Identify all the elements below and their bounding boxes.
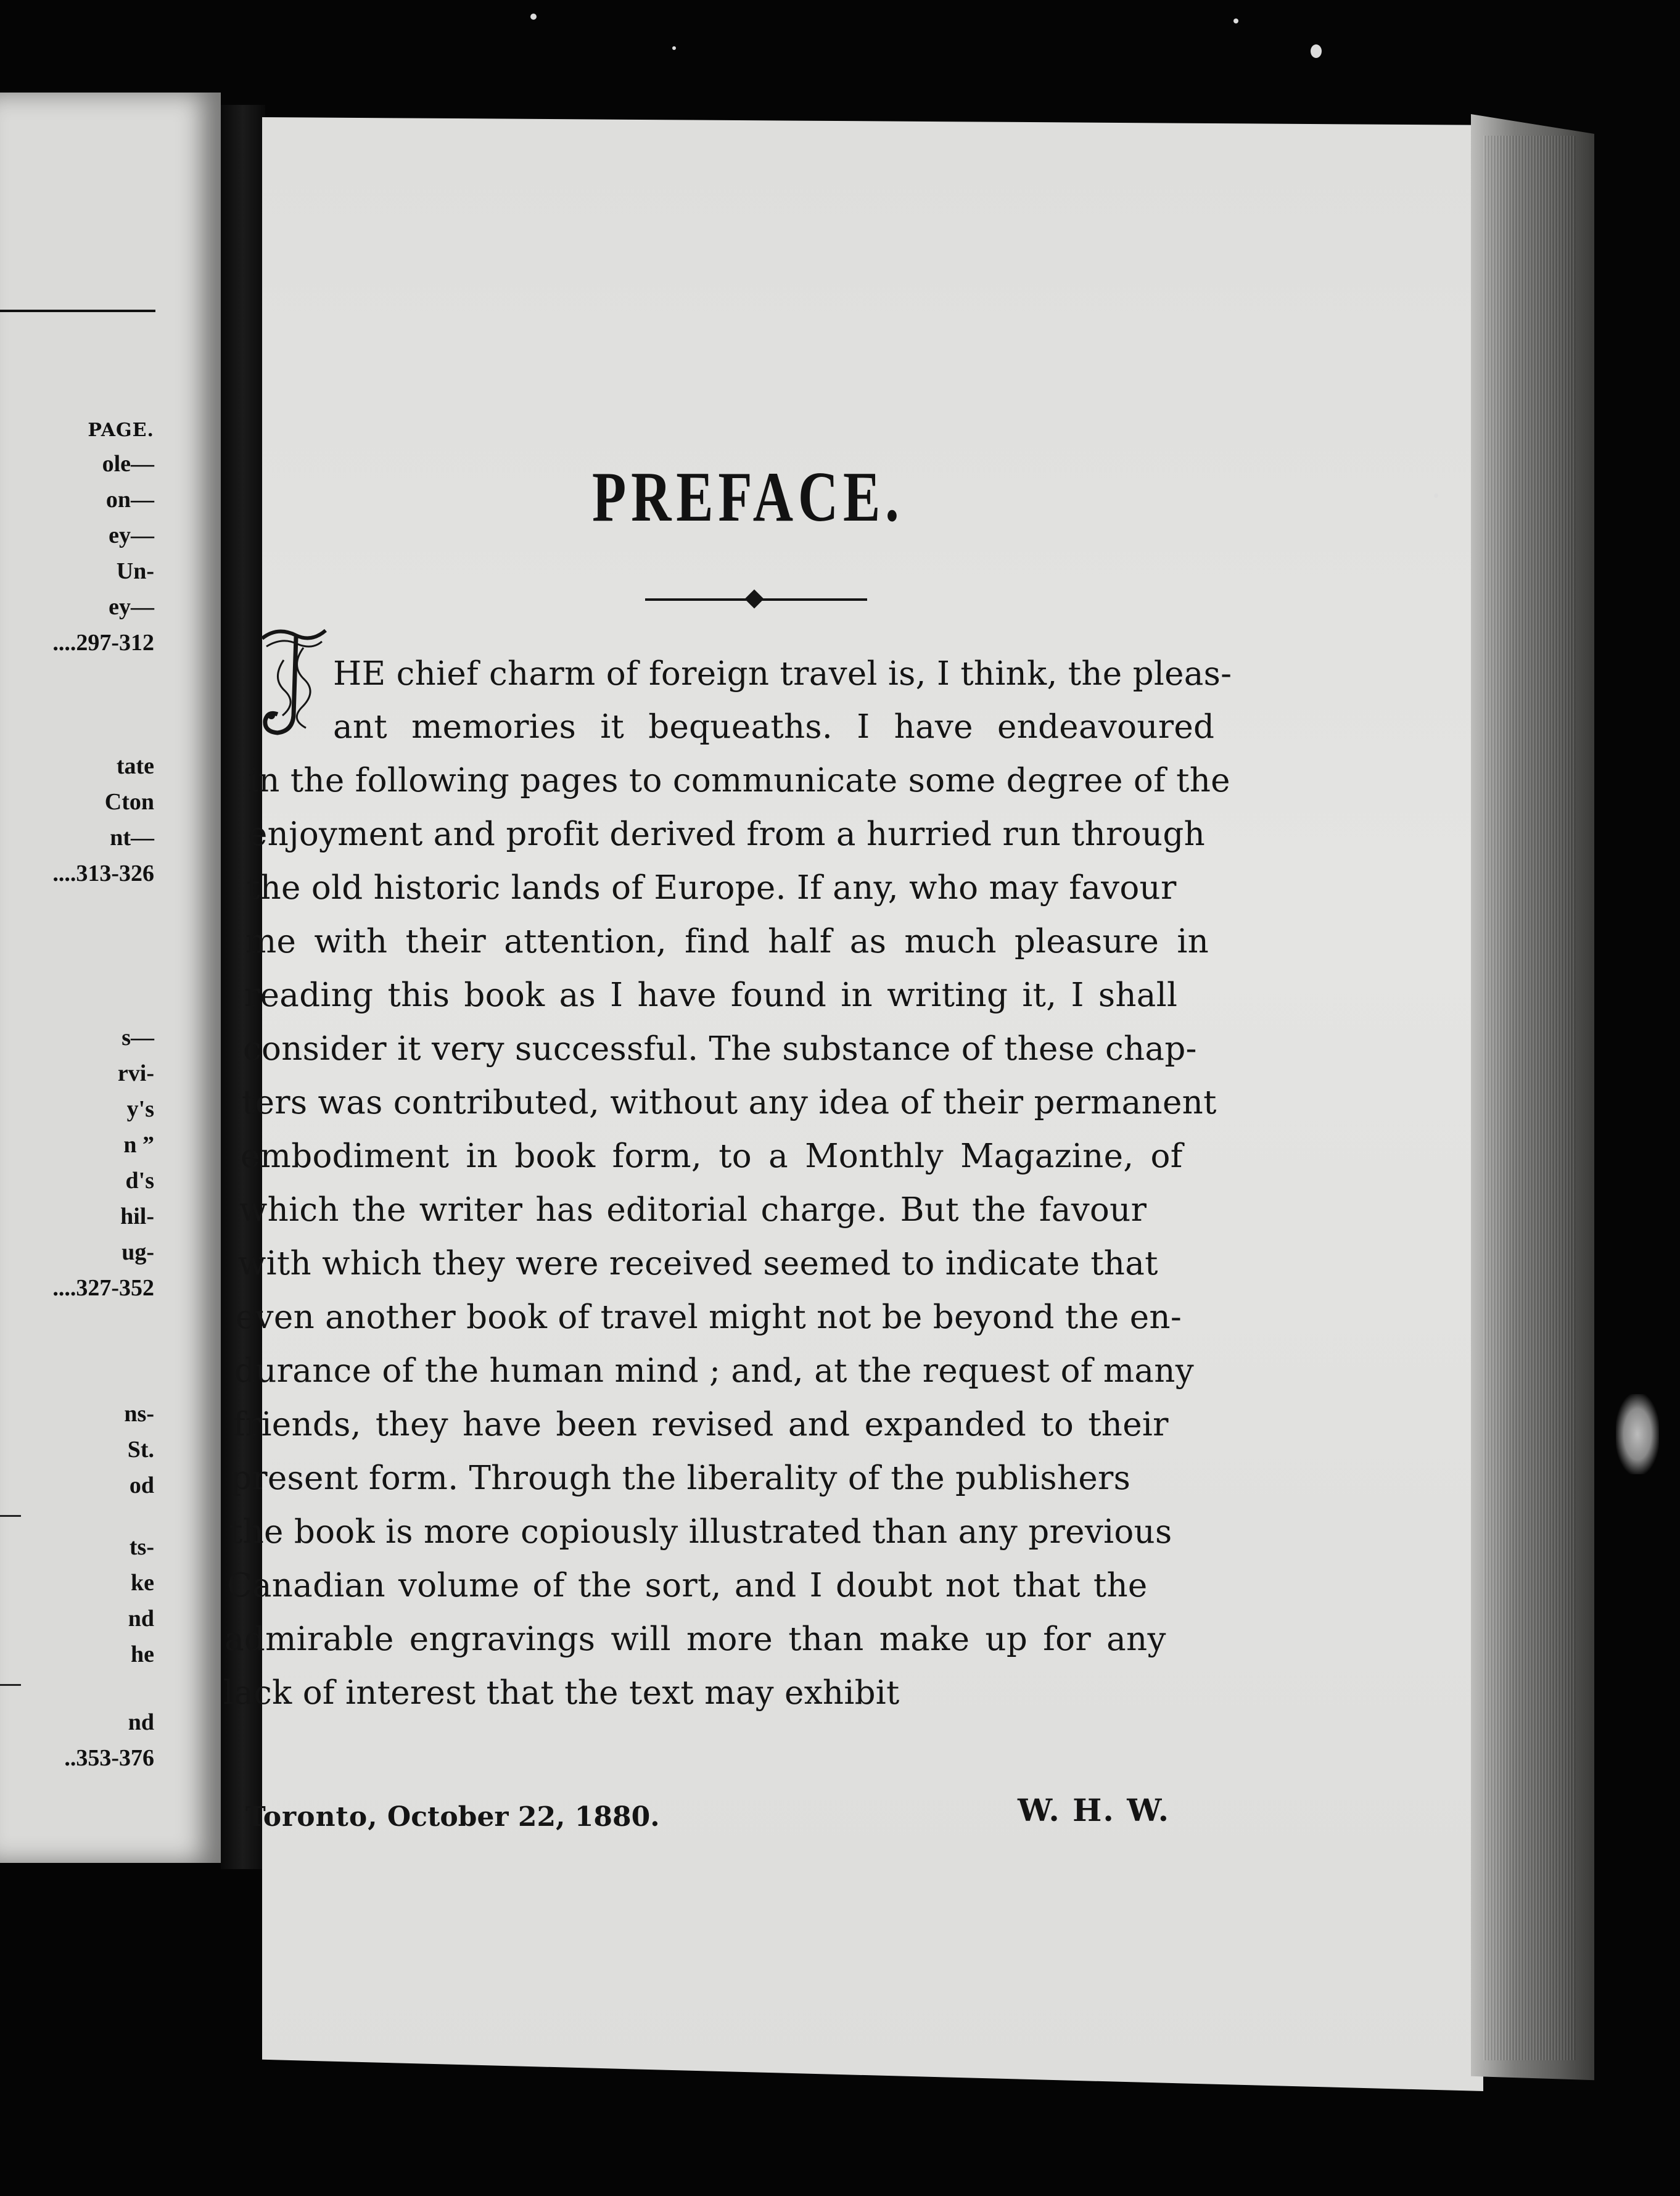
contents-fragment: nd: [128, 1606, 154, 1632]
scan-speck: [672, 46, 676, 50]
contents-fragment: St.: [127, 1437, 154, 1463]
contents-page-range: ....327-352: [52, 1275, 154, 1301]
drop-cap-ornament-icon: [253, 623, 333, 740]
body-text-line: durance of the human mind ; and, at the request of many: [234, 1352, 1194, 1390]
date-text: October 22, 1880.: [377, 1801, 660, 1833]
body-text-line: friends, they have been revised and expanded to their: [233, 1406, 1169, 1443]
body-text-line: HE chief charm of foreign travel is, I think, the pleas-: [333, 655, 1232, 693]
previous-page: [0, 93, 221, 1863]
contents-fragment: ug-: [121, 1239, 154, 1265]
place-name: Toronto,: [245, 1801, 378, 1833]
body-text-line: enjoyment and profit derived from a hurried run through: [248, 815, 1205, 853]
contents-fragment: Cton: [104, 789, 154, 815]
body-text-line: which the writer has editorial charge. But the favour: [239, 1191, 1147, 1229]
body-text-line: consider it very successful. The substance of these chap-: [243, 1030, 1197, 1068]
contents-divider: [0, 1515, 21, 1517]
body-text-line: reading this book as I have found in writing it, I shall: [244, 976, 1178, 1014]
contents-divider: [0, 1684, 21, 1686]
contents-fragment: ke: [131, 1570, 154, 1596]
body-text-line: lack of interest that the text may exhibit: [223, 1674, 900, 1712]
body-text-line: present form. Through the liberality of the publishers: [231, 1459, 1131, 1497]
contents-fragment: rvi-: [117, 1060, 154, 1086]
body-text-line: Canadian volume of the sort, and I doubt not that the: [227, 1567, 1148, 1604]
page-block-texture: [1483, 136, 1576, 2060]
contents-fragment: ole—: [102, 451, 154, 477]
contents-fragment: tate: [116, 753, 154, 779]
page-title: PREFACE.: [592, 458, 904, 537]
body-text-line: me with their attention, find half as much pleasure in: [245, 923, 1209, 960]
body-text-line: the old historic lands of Europe. If any, who may favour: [247, 869, 1177, 907]
body-text-line: embodiment in book form, to a Monthly Magazine, of: [241, 1137, 1183, 1175]
scan-speck: [1311, 44, 1322, 58]
body-text-line: with which they were received seemed to indicate that: [238, 1245, 1158, 1282]
body-text-line: in the following pages to communicate some degree of the: [248, 762, 1230, 799]
body-text-line: admirable engravings will more than make up for any: [224, 1620, 1166, 1658]
contents-page-range: ....297-312: [52, 630, 154, 656]
scan-speck: [530, 14, 537, 20]
contents-fragment: Un-: [116, 558, 154, 584]
contents-fragment: d's: [125, 1168, 154, 1194]
contents-fragment: ns-: [124, 1401, 154, 1427]
scan-blot: [1616, 1394, 1659, 1474]
contents-fragment: od: [129, 1472, 154, 1498]
body-text-line: ters was contributed, without any idea of their permanent: [242, 1084, 1217, 1121]
contents-fragment: hil-: [120, 1203, 154, 1229]
contents-fragment: ts-: [129, 1534, 154, 1560]
contents-fragment: nd: [128, 1709, 154, 1735]
contents-page-range: ....313-326: [52, 861, 154, 886]
contents-fragment: s—: [121, 1025, 154, 1051]
page-column-heading: PAGE.: [88, 419, 154, 441]
contents-fragment: ey—: [109, 522, 154, 548]
author-initials: W. H. W.: [1018, 1792, 1171, 1828]
body-text-line: ant memories it bequeaths. I have endeavoured: [333, 708, 1215, 746]
contents-fragment: y's: [126, 1096, 154, 1122]
contents-fragment: ey—: [109, 594, 154, 620]
body-text-line: the book is more copiously illustrated than any previous: [229, 1513, 1172, 1551]
contents-fragment: nt—: [110, 825, 154, 851]
contents-page-range: ..353-376: [64, 1745, 154, 1771]
contents-fragment: he: [131, 1641, 154, 1667]
contents-fragment: on—: [105, 487, 154, 513]
header-rule: [0, 310, 155, 312]
scan-speck: [1434, 493, 1438, 498]
contents-fragment: n ”: [123, 1132, 154, 1158]
scan-speck: [1233, 19, 1238, 23]
body-text-line: even another book of travel might not be beyond the en-: [236, 1298, 1182, 1336]
place-and-date: [245, 1801, 660, 1833]
ornate-drop-cap: [253, 623, 333, 740]
